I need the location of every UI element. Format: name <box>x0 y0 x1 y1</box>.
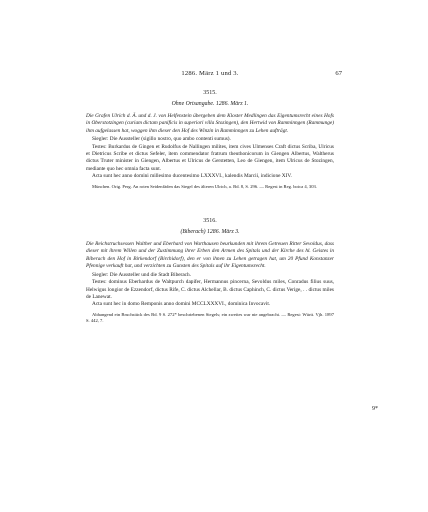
document-date-place: Ohne Ortsangabe. 1286. März 1. <box>171 101 249 107</box>
document-3515 <box>86 90 334 190</box>
source-note: Abhangend ein Bruchstück des Bd. 9 S. 272* beschriebenen Siegels; ein zweites war nie angebracht. — Regest: Württ. Vjh. 1897 S. 442, 7. <box>86 311 334 324</box>
regest-summary: Die Grafen Ulrich d. Ä. und d. J. von Helfenstein übergeben dem Kloster Medlingen das Eigentumsrecht eines Hofs in Oberstotzingen (curiam dictam panificis in superiori villa Stozingen), den Hertwid von Ramminngen (Rammunge) ihm aufgelassen hat, woggen ihm dieser den Hof des Winzin in Ramminngen zu Lehen aufträgt. <box>86 113 334 134</box>
signature-mark: 9* <box>372 406 378 412</box>
running-head: 1286. März 1 und 3. <box>181 70 239 77</box>
section-gap <box>86 190 334 208</box>
dating-clause: Acta sunt hec anno domini millesimo ducentesimo LXXXVI., kalendis Marcii, indicione XIV. <box>92 173 292 180</box>
source-note: München. Orig. Perg. An roten Seidenfäden das Siegel des älteren Ulrich, a. Bd. 8, S. 296. — Regest in Reg. boica 4, 303. <box>92 183 317 189</box>
regest-summary: Die Reichstruchsessen Walther und Eberhard von Warthausen beurkunden mit ihrem Getreuen Ritter Sevoldus, dass dieser mit ihrem Willen und der Zustimmung ihrer Erben den Armen des Spitals und der Kirche des hl. Geistes in Biberach den Hof in Birkendorf (Birchidorf), den er von ihnen zu Lehen getragen hat, um 20 Pfund Konstanzer Pfennige verkauft hat, und verzichten zu Gunsten des Spitals auf ihr Eigentumsrecht. <box>86 241 334 270</box>
dating-clause: Acta sunt hec in domo Remponis anno domini MCCLXXXVI., dominica Invocavit. <box>92 301 271 308</box>
page-number: 67 <box>335 70 342 77</box>
document-date-place: (Biberach) 1286. März 3. <box>180 229 240 236</box>
document-page <box>86 70 342 325</box>
document-number: 3515. <box>203 90 217 96</box>
document-number: 3516. <box>203 218 217 225</box>
siegler-line: Siegler: Die Aussteller (sigillo nostro, quo ambo contenti sumus). <box>92 136 231 143</box>
witness-list: Testes: Burkardus de Gingen et Rudolfus de Nallingen milites, item cives Ulmenses Craft dictus Scriba, Ulricus et Dietricus Scribe et dictus Sefeler, item commendator fratrum theuthonicorum in Giengen Albertus, Waltherus dictus Truter minister in Giengen, Albertus et Ulricus de Gerstetten, Leo de Giengen, item Ulricus de Stozingen, mediante quo hec omnia facta sunt. <box>86 143 334 172</box>
witness-list: Testes: dominus Eberhardus de Waltpurch dapifer, Hermannus pincerna, Sevoldus miles, Conradus filius suus, Helwigus longior de Ezzendorf, dictus Rife, C. dictus Alchellar, B. dictus Caphinch, C. dictus Verige, . . dictus miles de Lanewat. <box>86 279 334 300</box>
page-header <box>86 70 342 80</box>
document-3516 <box>86 218 334 324</box>
siegler-line: Siegler: Die Aussteller und die Stadt Biberach. <box>92 271 192 278</box>
